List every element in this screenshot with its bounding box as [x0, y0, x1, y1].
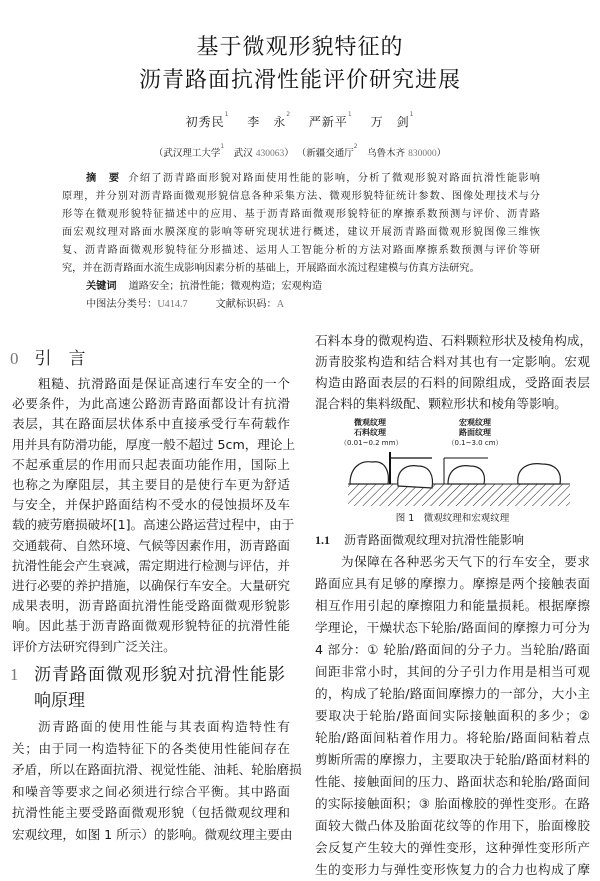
text-line: 必要条件，为此高速公路沥青路面都设计有抗滑: [12, 396, 290, 412]
text-line: 抗滑性能主要受路面微观形貌（包括微观纹理和: [12, 805, 290, 821]
author: 初秀民$^1$: [185, 111, 230, 129]
texture-diagram: [340, 418, 580, 510]
text-line: 路面应具有足够的摩擦力。摩擦是两个接触表面: [315, 576, 590, 591]
text-line: 会反复产生较大的弹性变形，这种弹性变形所产: [315, 840, 590, 855]
abstract-line: 原理，并分别对沥青路面微观形貌信息各种采集方法、微观形貌特征统计参数、图像处理技术与分: [62, 191, 540, 202]
affiliation: （武汉理工大学$^1$ 武汉 430063）: [153, 143, 294, 159]
figure-1-caption: 图 1 微观纹理和宏观纹理: [395, 513, 510, 524]
text-line: 4 部分：① 轮胎/路面间的分子力。当轮胎/路面: [315, 642, 590, 657]
text-line: 表层，其在路面层状体系中直接承受行车荷载作: [12, 416, 290, 432]
text-line: 剪断所需的摩擦力，主要取决于轮胎/路面材料的: [315, 752, 590, 767]
text-line: 粗糙、抗滑路面是保证高速行车安全的一个: [38, 376, 290, 391]
text-line: 评价方法研究得到广泛关注。: [12, 638, 176, 654]
text-line: 学理论，干燥状态下轮胎/路面间的摩擦力可分为: [315, 620, 590, 635]
classification: 中图法分类号：U414.7 文献标识码：A: [86, 299, 285, 310]
aggregate-stones: [350, 462, 560, 488]
pavement-hatch: [348, 484, 570, 506]
text-line: 轮胎/路面间粘着作用力。将轮胎/路面间粘着点: [315, 730, 590, 745]
text-line: 间距非常小时，其间的分子引力作用是相当可观: [315, 664, 590, 679]
text-line: 为保障在各种恶劣天气下的行车安全，要求: [341, 554, 590, 569]
text-line: 用并具有防滑功能，厚度一般不超过 5cm，理论上: [12, 436, 296, 452]
abstract-line: 复、沥青路面微观形貌特征分形描述、运用人工智能分析的方法对路面摩擦系数预测与评价等研: [62, 245, 540, 256]
text-line: 构造由路面表层的石料的间隙组成，受路面表层: [315, 375, 590, 390]
section-1-1-heading: 1.1 沥青路面微观纹理对抗滑性能影响: [315, 533, 525, 547]
text-line: 生的变形力与弹性变形恢复力的合力也构成了摩: [315, 862, 590, 877]
text-line: 成果表明，沥青路面抗滑性能受路面微观形貌影: [12, 598, 290, 614]
text-line: 不起承重层的作用而只起表面功能作用，国际上: [12, 456, 290, 472]
text-line: 响。因此基于沥青路面微观形貌特征的抗滑性能: [12, 618, 290, 634]
section-0-heading: 0 引 言: [10, 349, 86, 369]
author: 严新平$^1$: [308, 111, 353, 129]
text-line: 的，构成了轮胎/路面间摩擦力的一部分，大小主: [315, 686, 590, 701]
text-line: 关；由于同一构造特征下的各类使用性能间存在: [12, 740, 290, 756]
paper-title-line-1: 基于微观形貌特征的: [196, 35, 404, 60]
affiliations: [0, 145, 600, 159]
text-line: 沥青路面的使用性能与其表面构造特性有: [38, 719, 290, 734]
text-line: 交通载荷、自然环境、气候等因素作用，沥青路面: [12, 537, 290, 553]
text-line: 石料本身的微观构造、石料颗粒形状及棱角构成，: [315, 333, 593, 348]
text-line: 相互作用引起的摩擦阻力和能量损耗。根据摩擦: [315, 598, 590, 613]
affiliation: （新疆交通厅$^2$ 乌鲁木齐 830000）: [296, 143, 447, 159]
author: 万 剑$^1$: [370, 111, 415, 129]
section-1-heading: 1 沥青路面微观形貌对抗滑性能影: [10, 665, 286, 685]
text-line: 沥青胶浆构造和结合料对其也有一定影响。宏观: [315, 354, 590, 369]
text-line: 要取决于轮胎/路面间实际接触面积的多少；②: [315, 708, 590, 723]
section-1-heading-cont: 响原理: [34, 691, 85, 711]
text-line: 与安全，并保护路面结构不受水的侵蚀损坏及车: [12, 497, 290, 513]
text-line: 载的疲劳磨损破坏[1]。高速公路运营过程中，由于: [12, 517, 295, 533]
text-line: 的实际接触面积；③ 胎面橡胶的弹性变形。在路: [315, 796, 590, 811]
text-line: 进行必要的养护措施，以确保行车安全。大量研究: [12, 578, 290, 593]
text-line: 抗滑性能会产生衰减，需定期进行检测与评估，并: [12, 557, 290, 573]
author-list: [0, 113, 600, 130]
text-line: 和噪音等要求之间必须进行综合平衡。其中路面: [12, 783, 290, 799]
text-line: 矛盾，所以在路面抗滑、视觉性能、油耗、轮胎磨损: [12, 762, 302, 778]
micro-texture-label: 微观纹理 石料纹理 （0.01~0.2 mm）: [340, 418, 403, 447]
abstract-line: 摘 要 介绍了沥青路面形貌对路面使用性能的影响，分析了微观形貌对路面抗滑性能影响: [86, 173, 540, 184]
text-line: 面较大微凸体及胎面花纹等的作用下，胎面橡胶: [315, 818, 590, 833]
paper-title-line-2: 沥青路面抗滑性能评价研究进展: [138, 68, 461, 93]
author: 李 永$^2$: [247, 111, 292, 129]
abstract-line: 形等在微观形貌特征描述中的应用、基于沥青路面微观形貌特征的摩擦系数预测与评价、沥青路: [62, 209, 540, 220]
text-line: 混合料的集料级配、颗粒形状和棱角等影响。: [315, 396, 567, 411]
abstract-line: 究，并在沥青路面水流生成影响因素分析的基础上，开展路面水流过程建模与仿真方法研究。: [62, 263, 480, 274]
text-line: 性能、接触面间的压力、路面状态和轮胎/路面间: [315, 774, 590, 789]
macro-texture-label: 宏观纹理 路面纹理 （0.1~3.0 cm）: [447, 418, 503, 447]
figure-1: [340, 418, 580, 510]
text-line: 宏观纹理，如图 1 所示）的影响。微观纹理主要由: [12, 827, 293, 842]
text-line: 也称之为摩阻层，其主要目的是使行车更为舒适: [12, 477, 290, 492]
abstract-line: 面宏观纹理对路面水膜深度的影响等研究现状进行概述，建议开展沥青路面微观形貌图像三维恢: [62, 227, 540, 238]
keywords: 关键词 道路安全；抗滑性能；微观构造；宏观构造: [86, 281, 323, 292]
